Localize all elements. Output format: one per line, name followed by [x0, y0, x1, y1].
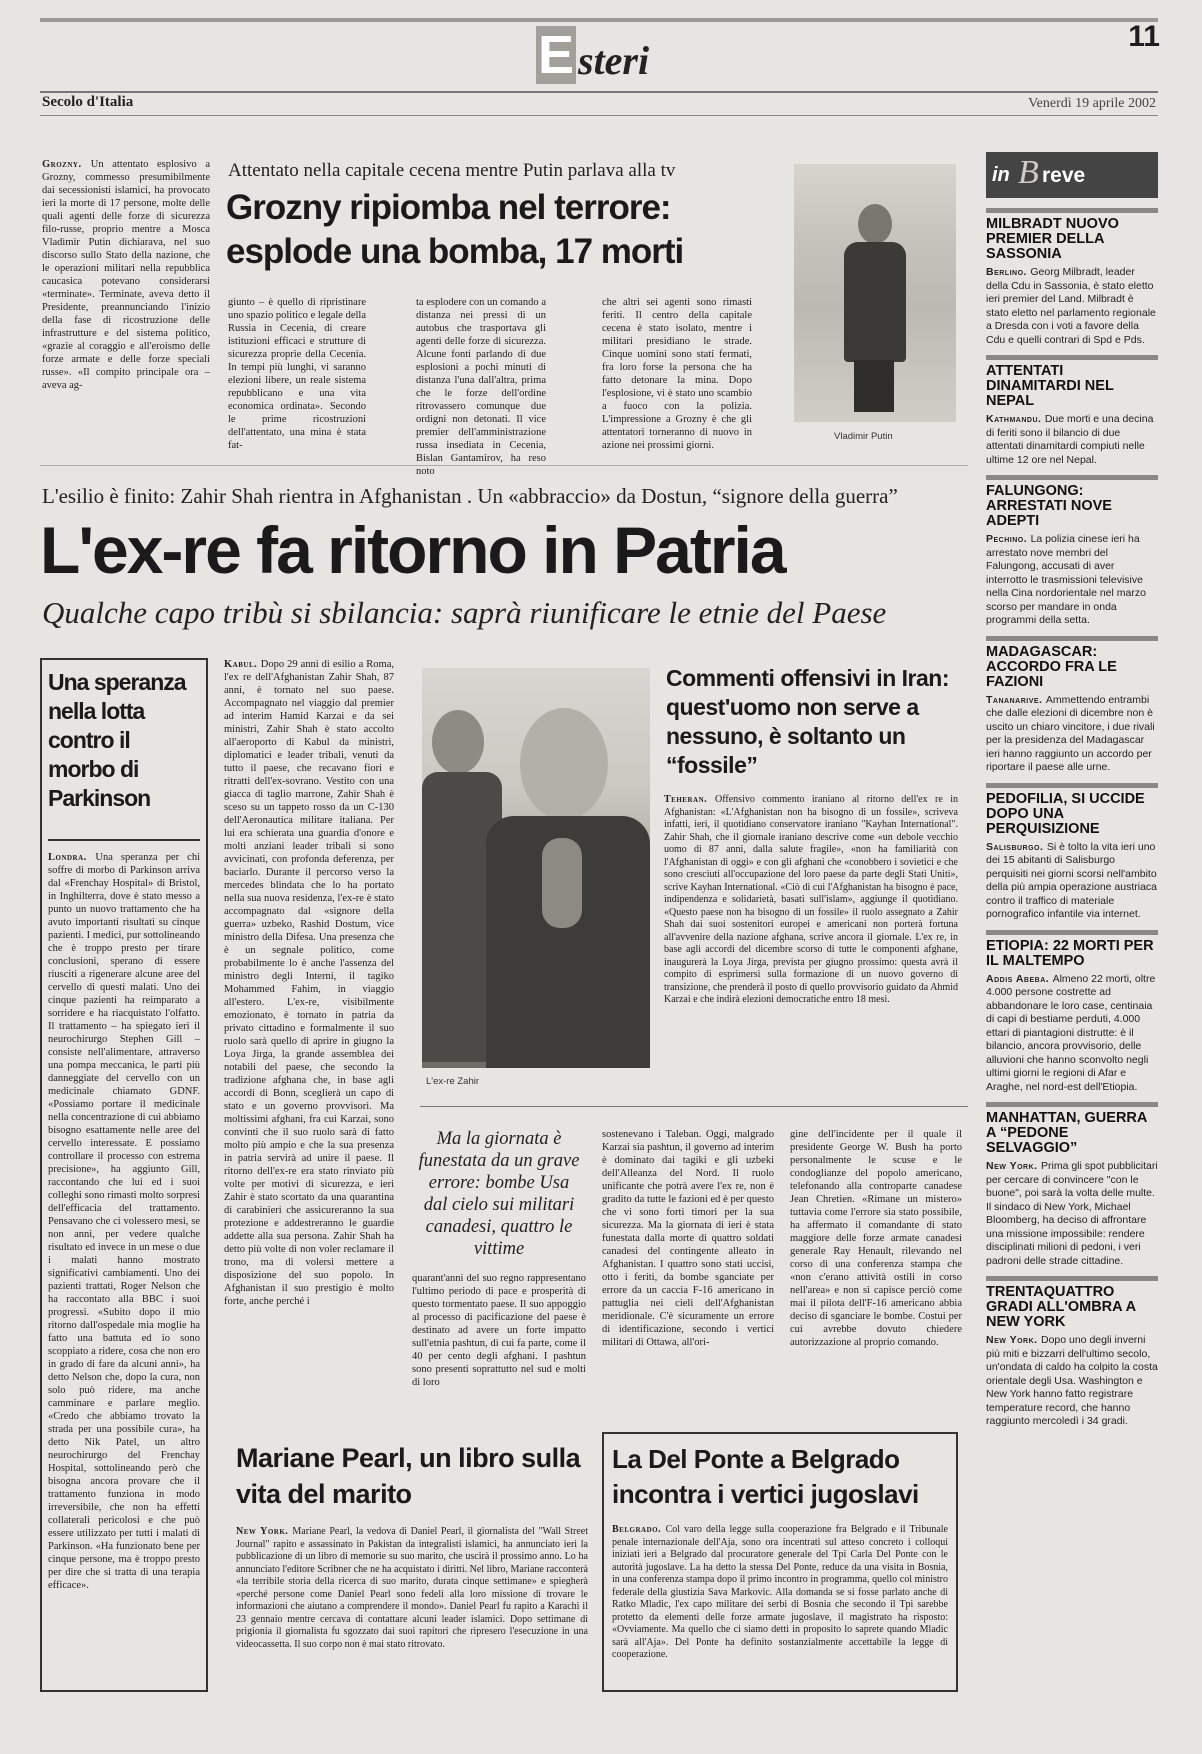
- patria-column-1-text: Dopo 29 anni di esilio a Roma, l'ex re dell'Afghanistan Zahir Shah, 87 anni, è tornato nel suo paese. Accompagnato nel viaggio dal premier ad interim Hamid Karzai e da sei ministri, Zahir Shah è stato accolto all'aeroporto di Kabul da ministri, diplomatici e leader tribali, venuti da tutto il paese, che recavano fiori e ritratti dell'ex-sovrano. Vestito con una giacca di taglio marrone, Zahir Shah è sceso su un tappeto rosso da un C-130 dell'Aeronautica militare italiana. Per lui era schierata una guardia d'onore e molti anziani leader tribali si sono avvicinati, con profonda deferenza, per baciarlo. Durante il percorso verso la mercedes blindata che lo ha portato nella sua nuova residenza, l'ex-re è stato accompagnato dal «signore della guerra» uzbeko, Rashid Dostum, vice ministro della Difesa. Una presenza che è un segnale politico, come probabilmente lo è anche l'assenza del ministro degli Interni, il tagiko Mohammed Fahim, in viaggio all'estero. L'ex-re, visibilmente emozionato, è tornato in patria da privato cittadino e formalmente il suo ruolo sarà quello di aprire in giugno la Loya Jirga, la grande assemblea dei notabili del paese, che secondo la tradizione afghana che, in base agli accordi di Bonn, sceglierà un capo di stato e un governo provvisori. Ma moltissimi afghani, fra cui Karzai, sono convinti che il suo ruolo sarà di fatto molto più ampio e che la sua presenza in patria servirà ad unire il paese. Il ritorno dell'ex-re era stato rinviato più volte per motivi di sicurezza, e ieri Zahir è stato scortato da una quarantina di carabinieri che assicureranno la sua protezione e addestreranno le guardie addette alla sua persona. Zahir Shah ha detto più volte di non voler reclamare il trono, ma di volersi mettere a disposizione del suo popolo. In Afghanistan il suo prestigio è molto forte, anche perché i: [224, 659, 394, 1307]
- inbreve-item-text: Si è tolto la vita ieri uno dei 15 abitanti di Salisburgo perquisiti nei giorni scorsi nell'ambito della più ampia operazione austriaca contro il traffico di materiale pornografico infantile via internet.: [986, 840, 1158, 920]
- inbreve-item-body: [986, 841, 1158, 922]
- iran-body-text: Offensivo commento iraniano al ritorno dell'ex re in Afghanistan: «L'Afghanistan non ha bisogno di un fossile», scriveva infatti, ieri, il quotidiano conservatore iraniano "Kayhan International". Zahir Shah, che il giornale iraniano descrive come «un debole vecchio uomo di 87 anni, dalla salute fragile», «non ha familiarità con l'Afghanistan di oggi» e con gli afghani che «conobbero i sovietici e che sono cresciuti all'occupazione del loro paese da parte degli Stati Uniti», scrive Kayhan International. «Ciò di cui l'Afghanistan ha bisogno è pace, indipendenza e solidarietà, basati sull'islam», aggiunge il quotidiano. «Questo paese non ha bisogno di un fossile» il ruolo assegnato a Zahir Shah dai suoi sostenitori europei e americani non porterà fortuna all'avvenire della nazione afghana, scrive ancora il giornale. L'ex re, in base agli accordi del dicembre scorso di tutte le componenti afghane, inaugurerà la Loya Jirga, prevista per giugno prossimo: questa avrà il compito di esprimersi sulla formazione di un nuovo governo di transizione, che prenderà il posto di quello provvisorio guidato da Ahmid Karzai e che indirà elezioni democratiche entro 18 mesi.: [664, 794, 958, 1005]
- grozny-article: [42, 148, 972, 477]
- inbreve-item-body: [986, 1334, 1158, 1429]
- inbreve-item-text: Prima gli spot pubblicitari per cercare di convincere "con le buone", poi sarà la volta delle multe. Il sindaco di New York, Michael Bloomberg, ha deciso di affrontare una missione impossibile: rendere disciplinati milioni di pedoni, i veri padroni delle strade cittadine.: [986, 1160, 1158, 1267]
- inbreve-item-title: MANHATTAN, GUERRA A “PEDONE SELVAGGIO”: [986, 1110, 1147, 1156]
- inbreve-logo-rest: reve: [1042, 164, 1086, 187]
- inbreve-item-text: Almeno 22 morti, oltre 4.000 persone costrette ad abbandonare le loro case, centinaia di capi di bestiame perduti, 4.000 ettari di piantagioni distrutte: è il bilancio, ancora provvisorio, delle alluvioni che hanno sconvolto negli ultimi giorni le regioni di Afar e Araghe, nel nord-est dell'Etiopia.: [986, 972, 1156, 1093]
- putin-photo: [794, 164, 956, 422]
- inbreve-logo: [986, 152, 1158, 198]
- inbreve-logo-b: B: [1018, 154, 1039, 191]
- parkinson-body-text: Una speranza per chi soffre di morbo di Parkinson arriva dal «Frenchay Hospital» di Bristol, in Inghilterra, dove è stato messo a punto un nuovo trattamento che ha avuto importanti risultati su cinque pazienti. I medici, pur sottolineando che è troppo presto per tirare conclusioni, sperano di essere riusciti a rigenerare alcune aree del cervello di questi malati. Uno dei cinque pazienti ha reimparato a sorridere e ha riacquistato l'olfatto. Il trattamento – ha spiegato ieri il neurochirurgo Stephen Gill – consiste nell'alimentare, attraverso una pompa meccanica, le parti più danneggiate del cervello con un medicinale chiamato GDNF. «Possiamo portare il medicinale nella concentrazione di cui abbiamo bisogno esattamente nelle aree del cervello interessate. E possiamo controllare il processo con estrema precisione», ha aggiunto Gill, raccontando che lui ed i suoi colleghi sono rimasti molto sorpresi dell'efficacia del trattamento. Pensavano che ci volessero mesi, se non anni, per vedere qualche risultato ed invece in un mese o due i malati hanno mostrato significativi cambiamenti. Uno dei pazienti trattati, Roger Nelson che ha raccontato alla BBC i suoi progressi. «Subito dopo il mio ritorno dall'ospedale mia moglie ha fatto una battuta ed io sono scoppiato a ridere, cosa che non ero in grado di fare da alcuni anni», ha detto Nelson che, dopo la cura, non solo può ridere, ma anche camminare e parlare meglio. «Credo che abbiamo trovato la strada per una possibile cura», ha detto Nik Patel, un altro neurochirurgo del Frenchay Hospital, sottolineando però che bisogna ancora provare che il trattamento funziona in modo irreversibile, che non ha effetti collaterali pericolosi e che può essere utilizzato per tutti i malati di Parkinson. «Ha funzionato bene per cinque persone, ma è troppo presto per dire che si tratta di una terapia efficace».: [48, 852, 200, 1591]
- inbreve-item-dateline: Kathmandu.: [986, 413, 1045, 425]
- inbreve-item: [986, 783, 1158, 922]
- grozny-dateline: Grozny.: [42, 159, 91, 170]
- pearl-title: Mariane Pearl, un libro sulla vita del marito: [236, 1443, 581, 1509]
- patria-subtitle: Qualche capo tribù si sbilancia: saprà riunificare le etnie del Paese: [42, 595, 887, 630]
- section-name: steri: [578, 38, 650, 83]
- inbreve-item-dateline: Salisburgo.: [986, 840, 1047, 853]
- inbreve-item: [986, 1276, 1158, 1429]
- pearl-article: [224, 1428, 588, 1694]
- patria-column-2: sostenevano i Taleban. Oggi, malgrado Karzai sia pashtun, il governo ad interim è dominato dai tagiki e gli uzbeki dell'Alleanza del Nord. Il ruolo unificante che potrà avere l'ex re, non è gradito da tutte le fazioni ed è per questo che vi sono forti timori per la sua sicurezza. Ma la giornata di ieri è stata funestata dalla morte di quattro soldati canadesi del contingente alleato in Afghanistan. I quattro sono stati uccisi, otto i feriti, da bombe sganciate per errore da un caccia F-16 americano in pattuglia nei cieli dell'Afghanistan meridionale. C'è sicuramente un errore di identificazione, secondo i vertici militari di Ottawa, all'ori-: [602, 1129, 774, 1348]
- zahir-photo-hands: [542, 838, 582, 928]
- inbreve-list: [986, 208, 1158, 1429]
- zahir-photo-king-head: [520, 708, 608, 820]
- inbreve-item-title: PEDOFILIA, SI UCCIDE DOPO UNA PERQUISIZIONE: [986, 790, 1145, 837]
- grozny-column-4: che altri sei agenti sono rimasti feriti. Il centro della capitale cecena è stato isolato, mentre i militari presidiano le strade. Cinque uomini sono stati fermati, fra loro forse la persona che ha fatto detonare la mina. Dopo l'esplosione, vi è stato uno scambio a fuoco con la polizia. L'impressione a Grozny è che gli attentatori torneranno di nuovo in azione nei prossimi giorni.: [602, 297, 752, 451]
- parkinson-dateline: Londra.: [48, 852, 96, 863]
- inbreve-item-dateline: Berlino.: [986, 266, 1031, 278]
- header-rule: [40, 91, 1158, 93]
- inbreve-item-body: [986, 533, 1158, 628]
- patria-dateline: Kabul.: [224, 659, 261, 670]
- patria-top-rule: [40, 465, 968, 466]
- issue-date: Venerdì 19 aprile 2002: [1028, 96, 1156, 111]
- inbreve-item: [986, 636, 1158, 775]
- inbreve-sidebar: [986, 152, 1158, 1742]
- grozny-column-3: ta esplodere con un comando a distanza nei pressi di un autobus che trasportava gli agenti delle forze di sicurezza. Alcune fonti parlando di due esplosioni a pochi minuti di distanza l'una dall'altra, prima che le forze dell'ordine ritrovassero comunque due ordigni non detonati. Il vice premier dell'amministrazione russa insediata in Cecenia, Bislan Gantamirov, ha reso noto: [416, 297, 546, 477]
- iran-body: [664, 794, 958, 1007]
- inbreve-item: [986, 1102, 1158, 1268]
- putin-photo-caption: Vladimir Putin: [834, 431, 893, 442]
- inbreve-item-body: [986, 413, 1158, 467]
- inbreve-item-text: Due morti e una decina di feriti sono il bilancio di due attentati dinamitardi compiuti nelle ultime 12 ore nel Nepal.: [986, 413, 1154, 466]
- patria-quote: Ma la giornata è funestata da un grave errore: bombe Usa dal cielo sui militari canadesi, quattro le vittime: [418, 1129, 580, 1259]
- inbreve-item-body: [986, 694, 1158, 775]
- parkinson-title: Una speranza nella lotta contro il morbo di Parkinson: [48, 669, 186, 811]
- delponte-dateline: Belgrado.: [612, 1524, 666, 1535]
- delponte-article: [602, 1432, 958, 1692]
- inbreve-item-dateline: Addis Abeba.: [986, 972, 1053, 985]
- top-rule: [40, 18, 1158, 22]
- inbreve-item-dateline: New York.: [986, 1160, 1041, 1172]
- header-rule-bottom: [40, 115, 1158, 116]
- grozny-title-line-1: Grozny ripiomba nel terrore:: [226, 188, 671, 227]
- pearl-body: [236, 1526, 588, 1651]
- section-logo: [536, 24, 676, 84]
- inbreve-item-dateline: New York.: [986, 1334, 1041, 1346]
- inbreve-item-body: [986, 266, 1158, 347]
- putin-photo-body: [844, 242, 906, 362]
- inbreve-item-title: ETIOPIA: 22 MORTI PER IL MALTEMPO: [986, 937, 1154, 969]
- section-initial: E: [537, 25, 575, 85]
- grozny-title: [226, 186, 796, 274]
- grozny-title-line-2: esplode una bomba, 17 morti: [226, 232, 684, 271]
- zahir-photo-man-head: [432, 710, 484, 774]
- patria-kicker: L'esilio è finito: Zahir Shah rientra in Afghanistan . Un «abbraccio» da Dostun, “signore della guerra”: [42, 484, 898, 508]
- parkinson-article: [40, 658, 208, 1692]
- delponte-body: [612, 1524, 948, 1662]
- inbreve-item-title: TRENTAQUATTRO GRADI ALL'OMBRA A NEW YORK: [986, 1284, 1136, 1330]
- inbreve-item-title: MADAGASCAR: ACCORDO FRA LE FAZIONI: [986, 643, 1117, 690]
- inbreve-item: [986, 208, 1158, 347]
- inbreve-item-title: ATTENTATI DINAMITARDI NEL NEPAL: [986, 363, 1114, 409]
- delponte-body-text: Col varo della legge sulla cooperazione fra Belgrado e il Tribunale penale internazionale dell'Aja, sono ora incentrati sul atteso concreto i colloqui iniziati ieri a Belgrado dal procuratore generale del Tpi Carla Del Ponte con le autorità jugoslave. La ha detto la stessa Del Ponte, reduce da una visita in Bosnia, in una conferenza stampa dopo il primo incontro in programma, quello col ministro federale della giustizia Sava Markovic. Alla domanda se si fosse parlato anche di Ratko Mladic, l'ex capo militare dei serbi di Bosnia che secondo il Tpi sarebbe protetto da elementi delle forze armate jugoslave, il magistrato ha risposto: «Ovviamente. Ma quello che ci siamo detti in proposito lo saprete quando Mladic sarà all'Aja». Del Ponte ha definito sostanzialmente accettabile la legge di cooperazione.: [612, 1524, 948, 1660]
- iran-article: [656, 658, 958, 1098]
- iran-bottom-rule: [420, 1106, 968, 1107]
- inbreve-logo-in: in: [992, 164, 1010, 186]
- iran-title: Commenti offensivi in Iran: quest'uomo non serve a nessuno, è soltanto un “fossile”: [666, 665, 949, 778]
- zahir-photo: [422, 668, 650, 1068]
- iran-dateline: Teheran.: [664, 794, 716, 805]
- inbreve-item-text: Ammettendo entrambi che dalle elezioni di dicembre non è uscito un chiaro vincitore, i due rivali per la presidenza del Madagascar ieri hanno raggiunto un accordo per riportare il paese alle urne.: [986, 693, 1155, 773]
- inbreve-item-dateline: Tananarive.: [986, 693, 1046, 706]
- grozny-column-2: giunto – è quello di ripristinare uno spazio politico e legale della Russia in Cecenia, di creare istituzioni efficaci e strutture di sicurezza proprie della Cecenia. In tempi più lunghi, vi saranno elezioni libere, un reale sistema repubblicano e una vita economica ordinata». Secondo le prime ricostruzioni dell'attentato, una mina è stata fat-: [228, 297, 366, 451]
- grozny-kicker: Attentato nella capitale cecena mentre Putin parlava alla tv: [228, 160, 676, 181]
- publication-name: Secolo d'Italia: [42, 94, 134, 110]
- parkinson-title-rule: [48, 839, 200, 841]
- inbreve-item: [986, 355, 1158, 467]
- patria-column-3: gine dell'incidente per il quale il presidente George W. Bush ha porto personalmente le scuse e le condoglianze del popolo americano, telefonando alla controparte canadese Jean Chretien. «Rimane un mistero» tuttavia come l'errore sia stato possibile, ha affermato il comandante di stato maggiore delle forze armate canadesi generale Ray Henault, rilevando nel corso di una conferenza stampa che «non c'erano attività ostili in corso nell'area» e non si capisce perciò come mai il pilota dell'F-16 americano abbia deciso di sganciare le bombe. Costui per cui avrebbe dovuto chiedere autorizzazione al proprio comando.: [790, 1129, 962, 1348]
- pearl-body-text: Mariane Pearl, la vedova di Daniel Pearl, il giornalista del "Wall Street Journal" rapito e assassinato in Pakistan da integralisti islamici, ha annunciato ieri la pubblicazione di un libro di memorie su suo marito, che uscirà il prossimo anno. Lo ha annunciato l'editore Scribner che ne ha acquistato i diritti. Nel libro, Mariane racconterà «la terribile storia della ricerca di suo marito, durata cinque settimane» e spiegherà «perché persone come Daniel Pearl sono fedeli alla loro missione di trovare le informazioni che aiutano a comprendere il mondo». Daniel Pearl fu rapito a Karachi il 23 gennaio mentre cercava di contattare alcuni leader islamici. Dopo settimane di prigionia il giornalista fu sgozzato dai suoi rapitori che ripresero l'esecuzione in una videocassetta. Il suo corpo non è mai stato ritrovato.: [236, 1526, 589, 1650]
- inbreve-item: [986, 930, 1158, 1095]
- inbreve-item-text: Georg Milbradt, leader della Cdu in Sassonia, è stato eletto ieri premier del Land. Milbradt è stato eletto nel parlamento regionale a Dresda con i voti a favore della Cdu e quelli contrari di Spd e Pds.: [986, 266, 1156, 346]
- inbreve-item-body: [986, 973, 1158, 1095]
- inbreve-item-title: FALUNGONG: ARRESTATI NOVE ADEPTI: [986, 483, 1112, 529]
- inbreve-item-dateline: Pechino.: [986, 533, 1031, 545]
- inbreve-item-text: La polizia cinese ieri ha arrestato nove membri del Falungong, accusati di aver interrotto le trasmissioni televisive nella Cina nordorientale nel marzo scorso per mandare in onda programmi della setta.: [986, 533, 1146, 626]
- putin-photo-legs: [854, 360, 894, 412]
- grozny-column-1: [42, 158, 210, 453]
- inbreve-item-text: Dopo uno degli inverni più miti e bizzarri dell'ultimo secolo, un'ondata di caldo ha colpito la costa orientale degli Usa. Washington e New York hanno fatto registrare temperature record, che hanno raggiunto mercoledì i 34 gradi.: [986, 1334, 1158, 1427]
- zahir-photo-caption: L'ex-re Zahir: [426, 1076, 480, 1087]
- inbreve-item-title: MILBRADT NUOVO PREMIER DELLA SASSONIA: [986, 216, 1119, 262]
- patria-column-mid: quarant'anni del suo regno rappresentano l'ultimo periodo di pace e prosperità di questo tormentato paese. Il suo appoggio al processo di pacificazione del paese è destinato ad avere un forte impatto sull'etnia pashtun, di cui fa parte, come il 40 per cento degli afghani. I pashtun sono presenti soprattutto nel sud e molti di loro: [412, 1273, 586, 1388]
- parkinson-body: [48, 851, 200, 1592]
- pearl-dateline: New York.: [236, 1526, 293, 1537]
- patria-title: L'ex-re fa ritorno in Patria: [40, 513, 785, 587]
- delponte-title: La Del Ponte a Belgrado incontra i vertici jugoslavi: [612, 1444, 919, 1509]
- grozny-column-1-text: Un attentato esplosivo a Grozny, commesso presumibilmente dai secessionisti islamici, ha provocato ieri la morte di 17 persone, molte delle quali agenti delle forze di sicurezza filo-russe, proprio mentre a Mosca Vladimir Putin dichiarava, nel suo discorso sullo Stato della nazione, che le operazioni militari nella repubblica caucasica potevano considerarsi «terminate». Terminate, aveva detto il Presidente, preannunciando l'inizio della fase di ricostruzione delle infrastrutture e del sistema politico, «grazie al coraggio e all'eroismo delle forze armate e delle forze speciali russe». «Il compito principale ora – aveva ag-: [42, 159, 211, 391]
- inbreve-item-body: [986, 1160, 1158, 1268]
- inbreve-item: [986, 475, 1158, 628]
- page-number: 11: [1128, 20, 1160, 53]
- putin-photo-head: [858, 204, 892, 244]
